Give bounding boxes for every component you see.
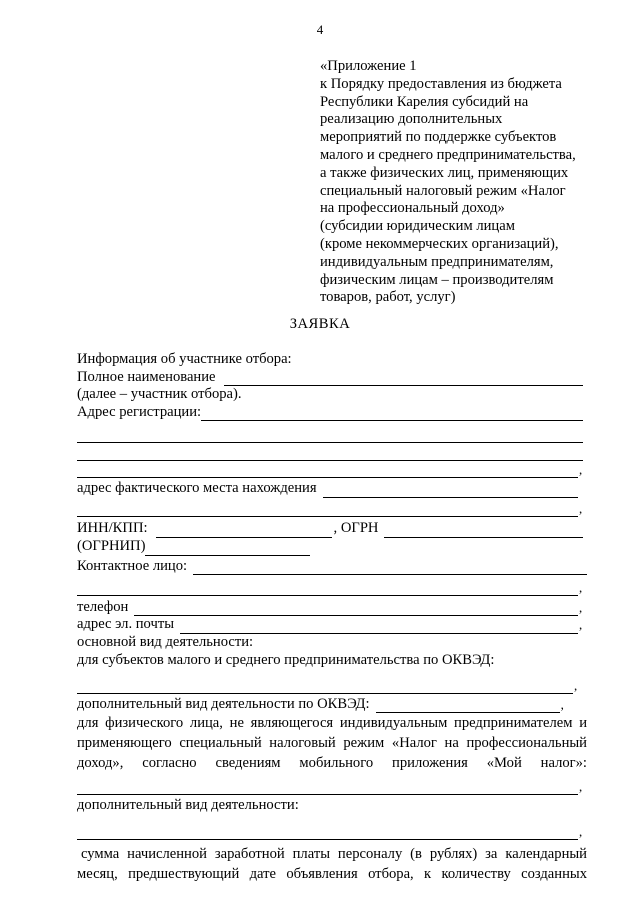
actual-address-field[interactable] — [323, 484, 578, 498]
full-name-label: Полное наименование — [77, 368, 216, 385]
main-activity-row — [77, 634, 587, 652]
phone-row — [77, 599, 587, 617]
contact-row — [77, 558, 587, 576]
full-name-row — [77, 369, 587, 387]
appendix-line: а также физических лиц, применяющих — [320, 164, 569, 181]
appendix-line: реализацию дополнительных — [320, 111, 503, 128]
comma: , — [579, 824, 583, 840]
appendix-line: к Порядку предоставления из бюджета — [320, 75, 562, 92]
appendix-line: (кроме некоммерческих организаций), — [320, 235, 559, 252]
sme-okved-field[interactable] — [77, 680, 573, 694]
reg-address-field-3[interactable] — [77, 447, 583, 461]
application-form — [77, 351, 587, 884]
ogrnip-row — [77, 538, 587, 556]
appendix-line: товаров, работ, услуг) — [320, 289, 456, 306]
inn-kpp-label: ИНН/КПП: — [77, 520, 148, 537]
comma: , — [579, 462, 583, 478]
contact-extra-line — [77, 578, 587, 596]
appendix-header — [320, 58, 620, 307]
extra-okved-row — [77, 696, 587, 714]
appendix-line: мероприятий по поддержке субъектов — [320, 129, 557, 146]
full-name-field[interactable] — [224, 372, 583, 386]
reg-address-field[interactable] — [201, 407, 583, 421]
actual-address-label: адрес фактического места нахождения — [77, 480, 317, 497]
comma: , — [579, 778, 583, 794]
comma: , — [560, 696, 564, 712]
actual-address-row — [77, 480, 587, 498]
hereinafter-label: (далее – участник отбора). — [77, 386, 242, 403]
appendix-line: физическим лицам – производителям — [320, 271, 554, 288]
inn-kpp-field[interactable] — [156, 524, 332, 538]
comma: , — [579, 501, 583, 517]
reg-address-field-2[interactable] — [77, 429, 583, 443]
individual-activity-line — [77, 777, 587, 795]
reg-address-field-4[interactable] — [77, 464, 578, 478]
contact-label: Контактное лицо: — [77, 557, 188, 574]
sme-okved-row — [77, 652, 587, 670]
ogrnip-label: (ОГРНИП) — [77, 537, 146, 554]
document-title: ЗАЯВКА — [289, 316, 351, 332]
inn-ogrn-row — [77, 520, 587, 538]
actual-address-field-2[interactable] — [77, 503, 578, 517]
extra-okved-field[interactable] — [376, 699, 560, 713]
sme-okved-label: для субъектов малого и среднего предпринимательства по ОКВЭД: — [77, 651, 495, 668]
reg-address-row — [77, 404, 587, 422]
appendix-line: специальный налоговый режим «Налог — [320, 182, 566, 199]
participant-info-heading — [77, 351, 587, 369]
appendix-line: индивидуальным предпринимателям, — [320, 253, 554, 270]
comma: , — [574, 677, 578, 693]
extra-activity-label: дополнительный вид деятельности: — [77, 796, 299, 813]
salary-line-1: сумма начисленной заработной платы персоналу (в рублях) за календарный — [81, 846, 587, 863]
appendix-line: на профессиональный доход» — [320, 200, 505, 217]
email-label: адрес эл. почты — [77, 616, 174, 633]
appendix-line: Республики Карелия субсидий на — [320, 93, 529, 110]
individual-text: для физического лица, не являющегося индивидуальным предпринимателем и применяющего специальный налоговый режим «Налог на профессиональный доход», согласно сведениям мобильного приложения «Мой налог»: — [77, 715, 587, 772]
reg-address-extra-line — [77, 443, 587, 461]
email-field[interactable] — [180, 620, 578, 634]
reg-address-label: Адрес регистрации: — [77, 403, 202, 420]
main-activity-label: основной вид деятельности: — [77, 633, 254, 650]
extra-activity-row — [77, 797, 587, 815]
appendix-line: малого и среднего предпринимательства, — [320, 146, 576, 163]
ogrn-field[interactable] — [384, 524, 583, 538]
comma: , — [579, 579, 583, 595]
email-row — [77, 616, 587, 634]
reg-address-extra-line — [77, 425, 587, 443]
actual-address-extra-line — [77, 500, 587, 518]
sme-okved-line — [77, 676, 587, 694]
participant-info-label: Информация об участнике отбора: — [77, 351, 292, 367]
appendix-line: (субсидии юридическим лицам — [320, 218, 515, 235]
hereinafter-row — [77, 386, 587, 404]
contact-field[interactable] — [193, 561, 587, 575]
extra-okved-label: дополнительный вид деятельности по ОКВЭД: — [77, 695, 370, 712]
extra-activity-line — [77, 822, 587, 840]
individual-activity-field[interactable] — [77, 781, 578, 795]
salary-line-2: месяц, предшествующий дате объявления отбора, к количеству созданных — [77, 866, 587, 883]
ogrn-label: , ОГРН — [333, 520, 379, 537]
phone-field[interactable] — [134, 602, 578, 616]
reg-address-extra-line — [77, 461, 587, 479]
comma: , — [579, 599, 583, 615]
page-number: 4 — [316, 22, 324, 37]
ogrnip-field[interactable] — [145, 542, 310, 556]
comma: , — [579, 617, 583, 633]
extra-activity-field[interactable] — [77, 826, 578, 840]
phone-label: телефон — [77, 598, 129, 615]
appendix-line: «Приложение 1 — [320, 58, 417, 74]
contact-field-2[interactable] — [77, 582, 578, 596]
